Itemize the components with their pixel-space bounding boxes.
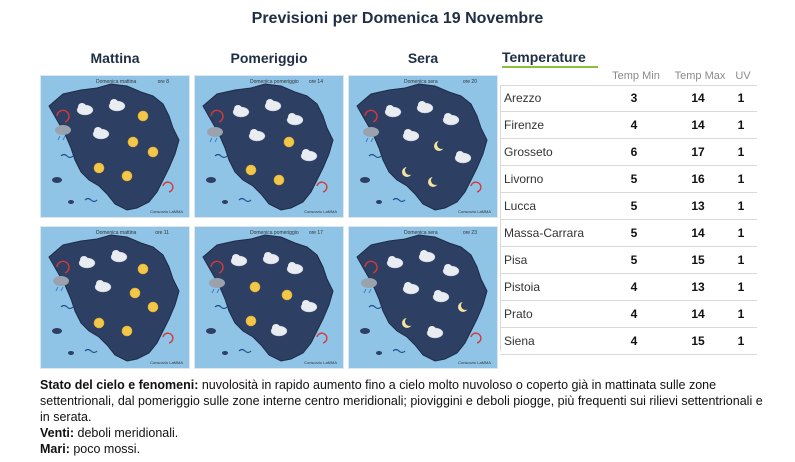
cloud-icon-puff [302,300,310,308]
map-title: Domenica mattina [96,230,137,236]
sun-icon [282,290,292,300]
elba-island-shape [206,177,216,183]
map-title: Domenica pomeriggio [250,230,299,236]
cloud-icon-puff [94,127,102,135]
temp-min-value: 3 [630,91,638,105]
uv-value: 1 [737,307,745,321]
cloud-icon-puff [112,250,120,258]
uv-value: 1 [737,145,745,159]
tuscany-map-image [41,76,190,218]
map-hour: ore 11 [155,230,169,236]
map-credit: Consorzio LaMMA [150,360,183,365]
sun-icon [138,264,148,274]
city-name: Prato [504,307,533,321]
table-row [500,85,757,112]
map-credit: Consorzio LaMMA [304,360,337,365]
uv-value: 1 [737,253,745,267]
temp-min-value: 5 [630,199,638,213]
map-credit: Consorzio LaMMA [150,209,183,214]
map-credit: Consorzio LaMMA [458,209,491,214]
cloud-icon-puff [444,113,452,121]
temp-max-value: 14 [691,226,705,240]
cloud-icon-puff [428,326,436,334]
sun-icon [274,175,284,185]
temp-min-value: 5 [630,172,638,186]
map-title: Domenica sera [404,79,438,85]
cloud-icon-puff [96,280,104,288]
map-credit: Consorzio LaMMA [304,209,337,214]
table-row [500,220,757,247]
table-row [500,112,757,139]
sun-icon [246,165,256,175]
cloud-icon-puff [444,264,452,272]
moon-icon-shadow [431,176,440,185]
cloud-icon-puff [80,256,88,264]
temperature-title: Temperature [502,49,586,65]
tuscany-map-image [349,76,498,218]
forecast-map [348,75,498,218]
column-label-sera: Sera [407,50,439,66]
city-name: Pisa [504,253,528,267]
seas-text: poco mossi. [69,442,141,456]
uv-value: 1 [737,172,745,186]
map-title: Domenica pomeriggio [250,79,299,85]
cloud-icon-puff [456,151,464,159]
sun-icon [94,163,104,173]
elba-island-shape [206,328,216,334]
city-name: Grosseto [504,145,553,159]
tuscany-map-image [195,76,344,218]
rain-cloud-icon [361,278,377,288]
tuscany-map-image [349,227,498,369]
cloud-icon-puff [420,250,428,258]
cloud-icon-puff [234,105,242,113]
cloud-icon-puff [288,113,296,121]
cloud-icon-puff [288,262,296,270]
sun-icon [122,171,132,181]
temp-min-value: 4 [630,307,638,321]
cloud-icon-puff [404,282,412,290]
elba-island-shape [52,177,62,183]
table-row [500,274,757,301]
cloud-icon-puff [110,99,118,107]
elba-island-shape [52,328,62,334]
uv-value: 1 [737,334,745,348]
temp-min-value: 4 [630,118,638,132]
island-shape [68,200,74,204]
table-row [500,139,757,166]
uv-value: 1 [737,199,745,213]
elba-island-shape [360,328,370,334]
temp-min-value: 5 [630,253,638,267]
rain-cloud-icon [363,127,379,137]
uv-value: 1 [737,118,745,132]
city-name: Firenze [504,118,545,132]
map-hour: ore 8 [157,79,169,85]
tuscany-map-image [41,227,190,369]
sky-paragraph [40,377,770,425]
map-hour: ore 14 [308,79,323,85]
column-label-mattina: Mattina [90,50,140,66]
table-row [500,301,757,328]
temp-max-value: 14 [691,307,705,321]
forecast-map [40,75,190,218]
cloud-icon-puff [388,256,396,264]
sun-icon [148,302,158,312]
temp-max-value: 16 [691,172,705,186]
sun-icon [284,137,294,147]
moon-icon-shadow [405,317,414,326]
temp-max-value: 17 [691,145,705,159]
city-name: Arezzo [504,91,542,105]
sky-text: nuvolosità in rapido aumento fino a cielo molto nuvoloso o coperto già in mattinata sulle zone settentrionali, dal pomeriggio sulle zone interne centro meridionali; pioviggini e deboli piogge, più frequenti sui rilievi settentrionali e in serata. [40,378,763,424]
map-hour: ore 20 [462,79,477,85]
temp-max-value: 15 [691,334,705,348]
cloud-icon-puff [418,101,426,109]
city-name: Pistoia [504,280,541,294]
tuscany-map-image [195,227,344,369]
sun-icon [122,326,132,336]
island-shape [376,351,382,355]
island-shape [376,200,382,204]
temp-min-value: 5 [630,226,638,240]
sun-icon [250,282,260,292]
map-title: Domenica mattina [96,79,137,85]
cloud-icon-puff [434,290,442,298]
cloud-icon-puff [266,99,274,107]
map-credit: Consorzio LaMMA [458,360,491,365]
temp-max-value: 14 [691,118,705,132]
uv-value: 1 [737,280,745,294]
rain-cloud-icon [53,276,69,286]
sun-icon [246,316,256,326]
table-row [500,247,757,274]
sun-icon [94,318,104,328]
island-shape [68,351,74,355]
forecast-map [348,226,498,369]
temp-max-value: 15 [691,253,705,267]
seas-paragraph [40,441,770,457]
table-row [500,328,757,355]
rain-cloud-icon [209,278,225,288]
page-title: Previsioni per Domenica 19 Novembre [251,10,544,27]
uv-value: 1 [737,91,745,105]
temp-min-value: 4 [630,334,638,348]
seas-label: Mari: [40,442,70,456]
city-name: Livorno [504,172,544,186]
temp-min-value: 6 [630,145,638,159]
city-name: Lucca [504,199,537,213]
sky-label: Stato del cielo e fenomeni: [40,378,199,392]
table-row [500,193,757,220]
rain-cloud-icon [207,127,223,137]
cloud-icon-puff [264,252,272,260]
forecast-map [194,75,344,218]
elba-island-shape [360,177,370,183]
forecast-description [40,377,770,457]
temp-min-value: 4 [630,280,638,294]
header-uv: UV [735,70,751,82]
temp-max-value: 13 [691,199,705,213]
column-label-pomeriggio: Pomeriggio [230,50,308,66]
header-temp-min: Temp Min [612,70,660,82]
cloud-icon-puff [386,105,394,113]
city-name: Siena [504,334,535,348]
temperature-title-underline [502,66,598,68]
cloud-icon-puff [404,129,412,137]
temp-max-value: 13 [691,280,705,294]
forecast-map [40,226,190,369]
table-row [500,166,757,193]
map-hour: ore 23 [462,230,477,236]
sun-icon [130,288,140,298]
island-shape [222,351,228,355]
winds-text: deboli meridionali. [74,426,179,440]
map-title: Domenica sera [404,230,438,236]
cloud-icon-puff [302,149,310,157]
sun-icon [148,147,158,157]
cloud-icon-puff [78,103,86,111]
winds-paragraph [40,425,770,441]
moon-icon-shadow [461,301,470,310]
cloud-icon-puff [250,129,258,137]
forecast-map [194,226,344,369]
rain-cloud-icon [55,125,71,135]
map-hour: ore 17 [308,230,323,236]
sun-icon [138,111,148,121]
city-name: Massa-Carrara [504,226,585,240]
island-shape [222,200,228,204]
moon-icon-shadow [437,140,446,149]
moon-icon-shadow [405,166,414,175]
cloud-icon-puff [272,324,280,332]
temp-max-value: 14 [691,91,705,105]
winds-label: Venti: [40,426,75,440]
uv-value: 1 [737,226,745,240]
cloud-icon-puff [232,254,240,262]
header-temp-max: Temp Max [674,70,726,82]
sun-icon [128,137,138,147]
